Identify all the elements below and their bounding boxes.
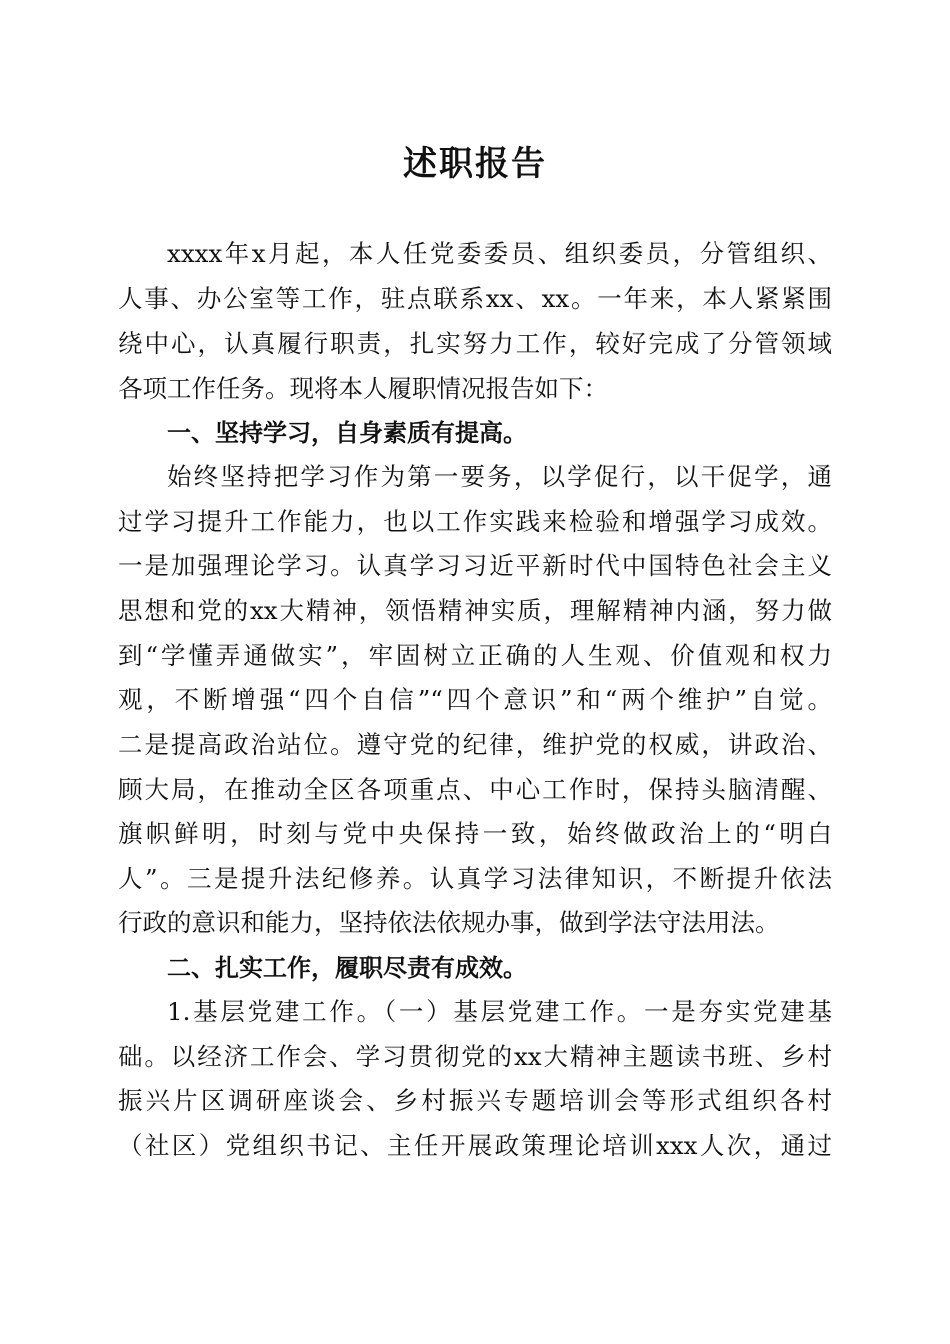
section1-line: 一是加强理论学习。认真学习习近平新时代中国特色社会主义 xyxy=(118,551,832,580)
section1-line: 人”。三是提升法纪修养。认真学习法律知识，不断提升依法 xyxy=(118,864,832,893)
section1-line: 到“学懂弄通做实”，牢固树立正确的人生观、价值观和权力 xyxy=(118,641,832,670)
section1-line: 始终坚持把学习作为第一要务，以学促行，以干促学，通 xyxy=(167,462,832,491)
intro-line: xxxx年x月起，本人任党委委员、组织委员，分管组织、 xyxy=(167,239,832,268)
section2-line: 1.基层党建工作。（一）基层党建工作。一是夯实党建基 xyxy=(167,997,832,1026)
section1-line: 二是提高政治站位。遵守党的纪律，维护党的权威，讲政治、 xyxy=(118,730,832,759)
section1-line: 行政的意识和能力，坚持依法依规办事，做到学法守法用法。 xyxy=(118,908,780,937)
section1-line: 顾大局，在推动全区各项重点、中心工作时，保持头脑清醒、 xyxy=(118,775,832,804)
section-heading-2: 二、扎实工作，履职尽责有成效。 xyxy=(167,954,527,982)
section1-line: 思想和党的xx大精神，领悟精神实质，理解精神内涵，努力做 xyxy=(118,596,832,625)
section2-line: 础。以经济工作会、学习贯彻党的xx大精神主题读书班、乡村 xyxy=(118,1042,832,1071)
section1-line: 观，不断增强“四个自信”“四个意识”和“两个维护”自觉。 xyxy=(118,685,832,714)
intro-line: 人事、办公室等工作，驻点联系xx、xx。一年来，本人紧紧围 xyxy=(118,284,832,313)
section1-line: 旗帜鲜明，时刻与党中央保持一致，始终做政治上的“明白 xyxy=(118,819,832,848)
section-heading-1: 一、坚持学习，自身素质有提高。 xyxy=(167,419,527,447)
intro-line: 各项工作任务。现将本人履职情况报告如下： xyxy=(118,374,608,403)
section1-line: 过学习提升工作能力，也以工作实践来检验和增强学习成效。 xyxy=(118,507,832,536)
section2-line: 振兴片区调研座谈会、乡村振兴专题培训会等形式组织各村 xyxy=(118,1086,832,1115)
intro-line: 绕中心，认真履行职责，扎实努力工作，较好完成了分管领域 xyxy=(118,329,832,358)
page-title: 述职报告 xyxy=(403,144,547,184)
section2-line: （社区）党组织书记、主任开展政策理论培训xxx人次，通过 xyxy=(118,1131,832,1160)
